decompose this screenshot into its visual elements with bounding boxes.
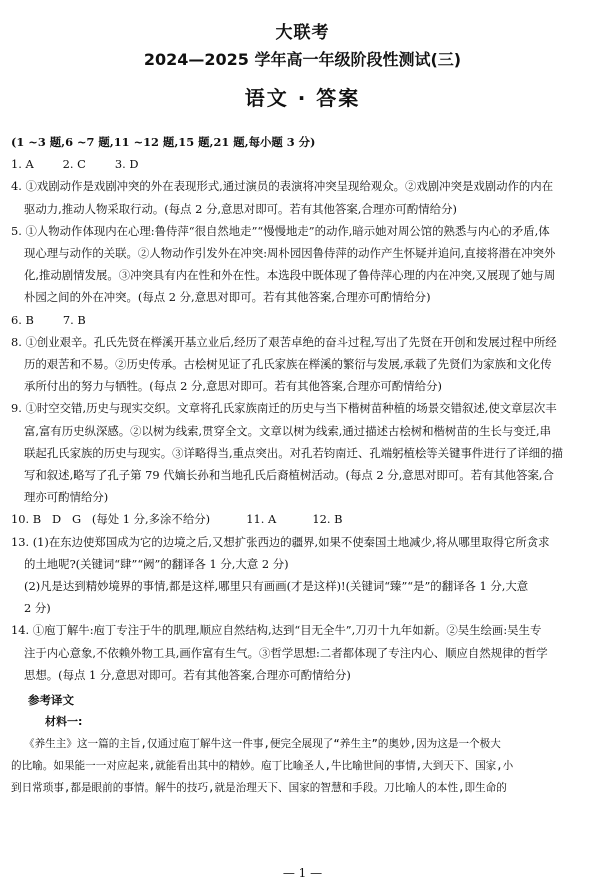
answer-line: 4. ①戏剧动作是戏剧冲突的外在表现形式,通过演员的表演将冲突呈现给观众。②戏剧冲突是戏剧动作的内在 [11,179,554,194]
answer-line: 写和叙述,略写了孔子第 79 代嫡长孙和当地孔氏后裔植树活动。(每点 2 分,意思对即可。若有其他答案,合 [24,468,554,483]
question-9 [11,397,595,508]
translation-line: 到日常琐事,都是眼前的事情。解牛的技巧,就是治理天下、国家的智慧和手段。刀比喻人的本性,即生命的 [11,782,507,795]
title-block [0,22,605,111]
organization-title: 大联考 [275,23,330,43]
question-13 [11,531,595,620]
translation-paragraph [11,733,595,799]
subject-title: 语文 · 答案 [244,86,361,110]
answer-line: 14. ①庖丁解牛:庖丁专注于牛的肌理,顺应自然结构,达到“目无全牛”,刀刃十九年如新。②吴生绘画:吴生专 [11,623,542,638]
answers-1-3: 1. A 2. C 3. D [11,157,139,172]
question-5 [11,220,595,309]
reference-translation-heading: 参考译文 [28,693,74,708]
answer-line: 5. ①人物动作体现内在心理:鲁侍萍“很自然地走”“慢慢地走”的动作,暗示她对周公馆的熟悉与内心的矛盾,体 [11,223,550,238]
exam-title: 2024—2025 学年高一年级阶段性测试(三) [143,50,462,69]
answers-6-7: 6. B 7. B [11,312,86,327]
answer-line: 思想。(每点 1 分,意思对即可。若有其他答案,合理亦可酌情给分) [24,667,351,682]
answer-line: 驱动力,推动人物采取行动。(每点 2 分,意思对即可。若有其他答案,合理亦可酌情给分) [24,201,457,216]
answer-line: (2)凡是达到精妙境界的事情,都是这样,哪里只有画画(才是这样)!(关键词“臻”“是”的翻译各 1 分,大意 [24,579,529,594]
answer-line: 现心理与动作的关联。②人物动作引发外在冲突:周朴园因鲁侍萍的动作产生怀疑并追问,直接将潜在冲突外 [24,246,556,261]
question-14 [11,619,595,686]
translation-line: 《养生主》这一篇的主旨,仅通过庖丁解牛这一件事,便完全展现了“养生主”的奥妙,因为这是一个极大 [24,738,501,751]
answer-line: 联起孔氏家族的历史与现实。③详略得当,重点突出。对孔若钧南迁、孔端躬植桧等关键事件进行了详细的描 [24,445,563,460]
answer-line: 历的艰苦和不易。②历史传承。古桧树见证了孔氏家族在榉溪的繁衍与发展,承载了先贤们为家族和文化传 [24,357,552,372]
page-number: — 1 — [282,866,323,880]
answer-line: 8. ①创业艰辛。孔氏先贤在榉溪开基立业后,经历了艰苦卓绝的奋斗过程,写出了先贤在开创和发展过程中所经 [11,334,557,349]
material-one-heading: 材料一: [45,715,83,729]
answer-line: 注于内心意象,不依赖外物工具,画作富有生气。③哲学思想:二者都体现了专注内心、顺应自然规律的哲学 [24,645,548,660]
answer-content [11,131,595,799]
answer-line: 化,推动剧情发展。③冲突具有内在性和外在性。本选段中既体现了鲁侍萍心理的内在冲突,又展现了她与周 [24,268,556,283]
answer-line: 13. (1)在东边使郑国成为它的边境之后,又想扩张西边的疆界,如果不使秦国土地减少,将从哪里取得它所贪求 [11,534,550,549]
answer-line: 承所付出的努力与牺牲。(每点 2 分,意思对即可。若有其他答案,合理亦可酌情给分) [24,379,442,394]
answer-line: 9. ①时空交错,历史与现实交织。文章将孔氏家族南迁的历史与当下楷树苗种植的场景交错叙述,使文章层次丰 [11,401,557,416]
answer-line: 富,富有历史纵深感。②以树为线索,贯穿全文。文章以树为线索,通过描述古桧树和楷树苗的生长与变迁,串 [24,423,552,438]
answer-line: 的土地呢?(关键词“肆”“阙”的翻译各 1 分,大意 2 分) [24,556,289,571]
answer-line: 朴园之间的外在冲突。(每点 2 分,意思对即可。若有其他答案,合理亦可酌情给分) [24,290,431,305]
answer-line: 2 分) [24,601,51,616]
question-8 [11,331,595,398]
scoring-note: (1 ~3 题,6 ~7 题,11 ~12 题,15 题,21 题,每小题 3 分) [11,135,316,149]
answers-10-12: 10. B D G (每处 1 分,多涂不给分) 11. A 12. B [11,512,343,527]
translation-line: 的比喻。如果能一一对应起来,就能看出其中的精妙。庖丁比喻圣人,牛比喻世间的事情,大到天下、国家,小 [11,760,514,773]
question-4 [11,175,595,219]
answer-line: 理亦可酌情给分) [24,490,109,505]
